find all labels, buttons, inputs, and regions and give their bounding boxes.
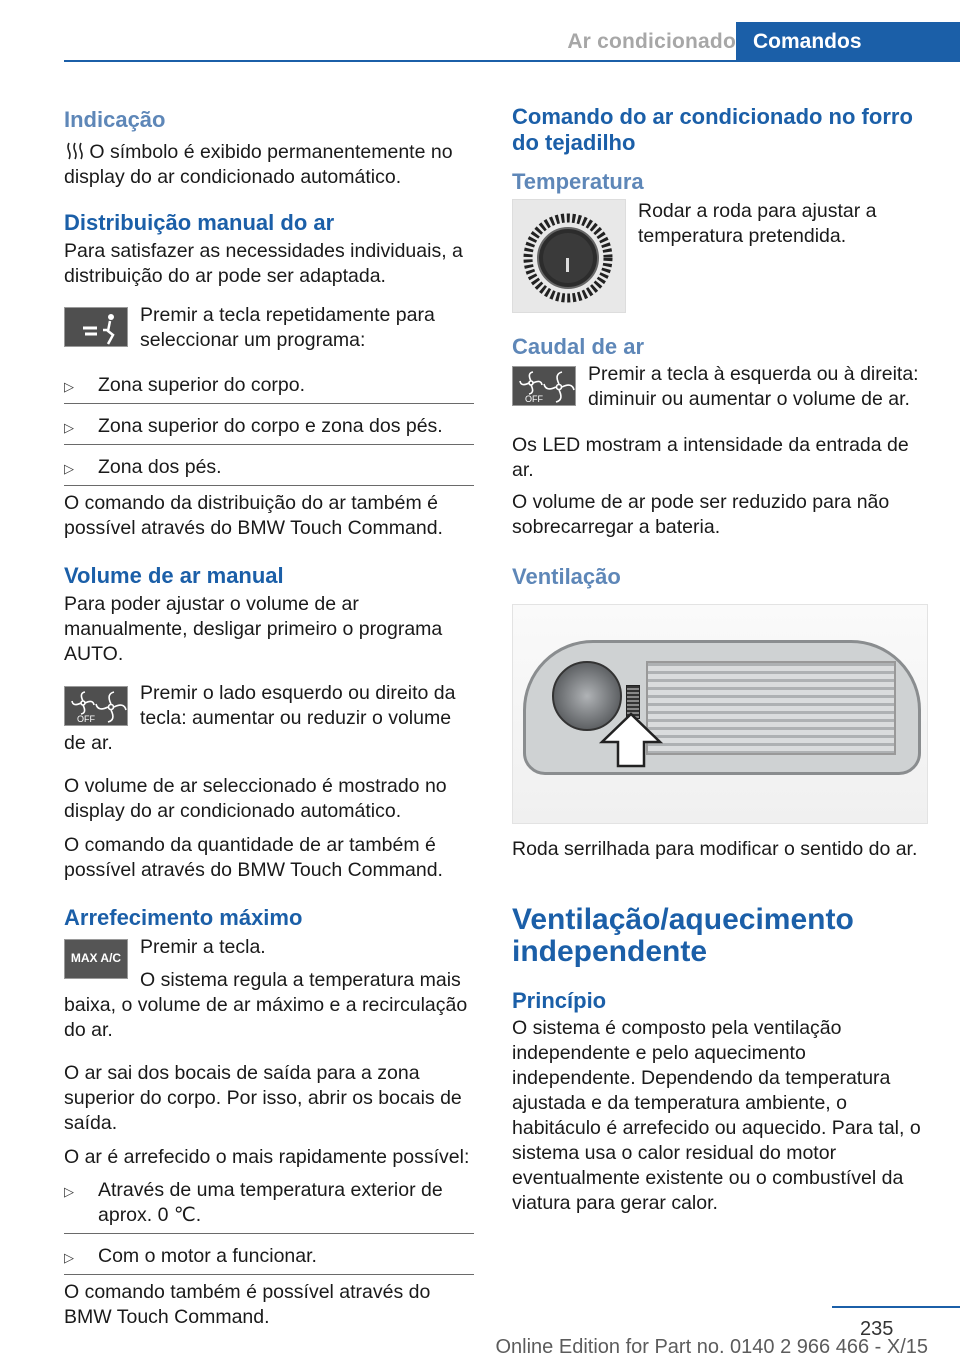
page-number: 235 <box>860 1318 894 1340</box>
volume-intro: Para poder ajustar o volume de ar manualmente, desligar primeiro o programa AUTO. <box>64 593 443 665</box>
heat-wave-icon <box>66 142 84 160</box>
max-ac-button[interactable] <box>64 939 128 979</box>
max-ac-press: Premir a tecla. <box>140 936 266 958</box>
bullet-icon: ▷ <box>64 420 74 435</box>
volume-note: O comando da quantidade de ar também é possível através do BMW Touch Command. <box>64 834 443 881</box>
list-item: ▷ Zona dos pés. <box>64 450 474 486</box>
distrib-icon-row <box>64 303 474 357</box>
footer-rule <box>832 1306 960 1308</box>
ventilation-caption: Roda serrilhada para modificar o sentido do ar. <box>512 838 918 860</box>
distrib-heading: Distribuição manual do ar <box>64 210 335 235</box>
temperature-text: Rodar a roda para ajustar a temperatura pretendida. <box>638 200 877 247</box>
header-rule <box>64 60 960 62</box>
airflow-battery: O volume de ar pode ser reduzido para não sobrecarregar a bateria. <box>512 491 890 538</box>
volume-heading: Volume de ar manual <box>64 563 284 588</box>
bullet-icon: ▷ <box>64 379 74 394</box>
list-item: ▷ Com o motor a funcionar. <box>64 1239 474 1275</box>
indicacao-heading: Indicação <box>64 107 166 132</box>
bullet-icon: ▷ <box>64 1250 74 1265</box>
max-ac-icon-row <box>64 935 474 1043</box>
max-ac-text: O sistema regula a temperatura mais baixa, o volume de ar máximo e a recirculação do ar. <box>64 969 468 1041</box>
list-item: ▷ Através de uma temperatura exterior de aprox. 0 ℃. <box>64 1173 474 1234</box>
max-ac-fast: O ar é arrefecido o mais rapidamente possível: <box>64 1146 470 1168</box>
bullet-icon: ▷ <box>64 1184 74 1199</box>
footer-edition: Online Edition for Part no. 0140 2 966 466 - X/15 <box>495 1336 928 1358</box>
max-ac-heading: Arrefecimento máximo <box>64 905 303 930</box>
volume-icon-text: Premir o lado esquerdo ou direito da tecla: aumentar ou reduzir o volume de ar. <box>64 682 456 754</box>
vent-housing <box>523 640 921 775</box>
temperature-row <box>512 199 928 324</box>
principle-text: O sistema é composto pela ventilação independente e pelo aquecimento independente. Dependendo da temperatura ajustada e da temperatura ambiente, o habitáculo é arrefecido ou aquecido. Para tal, o sistema usa o calor residual do motor eventualmente existente ou o combustível da viatura para gerar calor. <box>512 1017 921 1214</box>
ventilation-heading: Ventilação <box>512 564 621 589</box>
ventilation-image <box>512 604 928 824</box>
air-distribution-icon <box>65 308 129 348</box>
fan-off-icon <box>65 687 129 727</box>
distrib-icon-text: Premir a tecla repetidamente para seleccionar um programa: <box>140 304 435 351</box>
fan-off-label: OFF <box>525 394 543 404</box>
air-distribution-button[interactable] <box>64 307 128 347</box>
indicacao-paragraph <box>64 140 474 190</box>
arrow-up-icon <box>596 712 666 768</box>
airflow-led: Os LED mostram a intensidade da entrada de ar. <box>512 434 909 481</box>
fan-speed-button[interactable] <box>64 686 128 726</box>
principle-heading: Princípio <box>512 988 607 1013</box>
indicacao-text: O símbolo é exibido permanentemente no display do ar condicionado automático. <box>64 141 453 188</box>
fan-off-icon <box>513 367 577 407</box>
volume-display: O volume de ar seleccionado é mostrado no display do ar condicionado automático. <box>64 775 447 822</box>
max-ac-label: MAX A/C <box>70 951 122 965</box>
bullet-icon: ▷ <box>64 461 74 476</box>
list-item: ▷ Zona superior do corpo. <box>64 368 474 404</box>
distrib-list <box>64 368 474 486</box>
page-header <box>0 0 960 62</box>
list-item: ▷ Zona superior do corpo e zona dos pés. <box>64 409 474 445</box>
temperature-dial-icon <box>513 200 627 314</box>
vent-grille <box>646 661 896 755</box>
header-section-title: Ar condicionado <box>567 30 736 53</box>
airflow-button[interactable] <box>512 366 576 406</box>
temperature-wheel-image <box>512 199 626 313</box>
max-ac-list <box>64 1173 474 1275</box>
roof-control-heading: Comando do ar condicionado no forro do tejadilho <box>512 104 913 155</box>
fan-off-label: OFF <box>77 714 95 724</box>
volume-icon-row <box>64 681 474 756</box>
max-ac-note: O comando também é possível através do BMW Touch Command. <box>64 1281 431 1328</box>
independent-heading: Ventilação/aquecimento independente <box>512 903 854 968</box>
max-ac-air: O ar sai dos bocais de saída para a zona superior do corpo. Por isso, abrir os bocais de saída. <box>64 1062 462 1134</box>
distrib-note: O comando da distribuição do ar também é possível através do BMW Touch Command. <box>64 492 443 539</box>
airflow-heading: Caudal de ar <box>512 334 645 359</box>
left-column <box>64 102 474 1330</box>
distrib-intro: Para satisfazer as necessidades individuais, a distribuição do ar pode ser adaptada. <box>64 240 463 287</box>
right-column <box>512 102 928 1216</box>
airflow-row <box>512 362 928 412</box>
airflow-text: Premir a tecla à esquerda ou à direita: diminuir ou aumentar o volume de ar. <box>588 363 919 410</box>
header-chapter-tab: Comandos <box>736 22 960 62</box>
temperature-heading: Temperatura <box>512 169 644 194</box>
